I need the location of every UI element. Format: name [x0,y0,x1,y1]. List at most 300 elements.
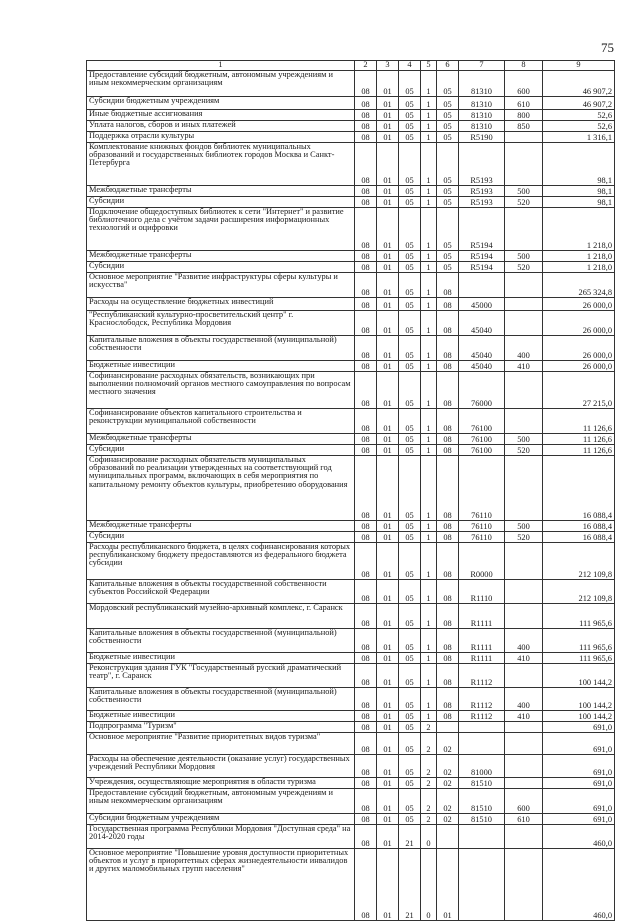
row-code-cell: 08 [355,456,377,521]
header-cell: 2 [355,61,377,71]
row-code-cell [505,273,543,298]
row-code-cell: 08 [355,143,377,186]
row-code-cell: 08 [355,849,377,921]
row-code-cell [505,372,543,409]
row-name-cell: Капитальные вложения в объекты государственной (муниципальной) собственности [87,336,355,361]
table-row [87,298,615,311]
table-row [87,629,615,653]
row-code-cell: 08 [355,311,377,336]
row-code-cell: 08 [355,778,377,789]
row-code-cell: 01 [377,521,399,532]
row-code-cell: 81000 [459,755,505,778]
row-code-cell: 2 [421,789,437,814]
row-code-cell: 1 [421,97,437,110]
row-code-cell: 600 [505,71,543,97]
row-code-cell: 05 [399,604,421,629]
row-code-cell: 76100 [459,445,505,456]
row-amount-cell: 98,1 [543,186,615,197]
row-code-cell: 05 [437,186,459,197]
row-code-cell: 05 [399,722,421,733]
row-code-cell: 05 [399,132,421,143]
row-code-cell: 1 [421,711,437,722]
row-amount-cell: 100 144,2 [543,664,615,688]
row-name-cell: "Республиканский культурно-просветительский центр" г. Краснослободск, Республика Мордовия [87,311,355,336]
row-code-cell: 08 [437,372,459,409]
table-row [87,273,615,298]
row-code-cell [505,733,543,755]
row-code-cell: 610 [505,814,543,825]
table-row [87,208,615,251]
table-row [87,711,615,722]
row-code-cell: 08 [355,629,377,653]
table-row [87,814,615,825]
row-name-cell: Межбюджетные трансферты [87,521,355,532]
row-code-cell: 500 [505,521,543,532]
row-code-cell: R1110 [459,580,505,604]
row-name-cell: Подключение общедоступных библиотек к сети "Интернет" и развитие библиотечного дела с учётом задачи расширения информационных технологий и оцифровки [87,208,355,251]
header-cell: 9 [543,61,615,71]
table-row [87,688,615,711]
row-amount-cell: 212 109,8 [543,543,615,580]
row-code-cell: 81510 [459,789,505,814]
table-row [87,532,615,543]
row-code-cell: 08 [355,653,377,664]
row-code-cell: 08 [355,262,377,273]
row-code-cell [437,825,459,849]
row-code-cell: 08 [437,336,459,361]
row-code-cell [505,664,543,688]
row-amount-cell: 16 088,4 [543,456,615,521]
row-amount-cell: 46 907,2 [543,97,615,110]
row-code-cell: 01 [377,711,399,722]
row-code-cell: 05 [437,132,459,143]
row-code-cell: 05 [399,121,421,132]
row-code-cell: 01 [377,110,399,121]
row-code-cell: 01 [377,825,399,849]
table-row [87,653,615,664]
row-amount-cell: 26 000,0 [543,311,615,336]
row-code-cell: 05 [399,580,421,604]
row-name-cell: Основное мероприятие "Повышение уровня доступности приоритетных объектов и услуг в приоритетных сферах жизнедеятельности инвалидов и других маломобильных групп населения" [87,849,355,921]
row-code-cell: 08 [355,755,377,778]
row-amount-cell: 52,6 [543,121,615,132]
row-code-cell [459,273,505,298]
row-amount-cell: 16 088,4 [543,532,615,543]
row-code-cell: 1 [421,197,437,208]
row-code-cell: 01 [377,445,399,456]
row-code-cell: 1 [421,604,437,629]
row-amount-cell: 1 218,0 [543,251,615,262]
row-code-cell: 05 [399,789,421,814]
row-code-cell: 1 [421,521,437,532]
row-code-cell: 08 [355,361,377,372]
row-code-cell [505,722,543,733]
row-code-cell: 08 [437,711,459,722]
table-row [87,456,615,521]
row-code-cell: 08 [355,273,377,298]
row-code-cell: 76000 [459,372,505,409]
row-code-cell: 2 [421,778,437,789]
row-amount-cell: 265 324,8 [543,273,615,298]
row-code-cell: R1112 [459,688,505,711]
table-row [87,262,615,273]
header-cell: 3 [377,61,399,71]
row-code-cell [505,298,543,311]
row-code-cell: 01 [377,722,399,733]
row-code-cell: 08 [355,543,377,580]
row-code-cell [505,580,543,604]
table-row [87,186,615,197]
row-code-cell: 05 [399,97,421,110]
row-code-cell: 08 [355,733,377,755]
row-name-cell: Бюджетные инвестиции [87,361,355,372]
row-code-cell: 1 [421,653,437,664]
row-code-cell: R1111 [459,653,505,664]
row-name-cell: Капитальные вложения в объекты государственной (муниципальной) собственности [87,629,355,653]
row-code-cell: R5194 [459,262,505,273]
row-amount-cell: 691,0 [543,778,615,789]
row-name-cell: Предоставление субсидий бюджетным, автономным учреждениям и иным некоммерческим организациям [87,71,355,97]
row-code-cell: 1 [421,121,437,132]
table-row [87,543,615,580]
row-amount-cell: 98,1 [543,197,615,208]
row-code-cell: 81310 [459,71,505,97]
row-code-cell: 1 [421,336,437,361]
row-name-cell: Основное мероприятие "Развитие приоритетных видов туризма" [87,733,355,755]
row-code-cell: 08 [355,251,377,262]
row-code-cell: 05 [399,409,421,434]
row-code-cell: 81510 [459,814,505,825]
header-cell: 4 [399,61,421,71]
row-code-cell: 01 [377,456,399,521]
row-amount-cell: 1 218,0 [543,208,615,251]
row-code-cell: 08 [355,71,377,97]
row-code-cell: 81510 [459,778,505,789]
row-code-cell: 08 [355,789,377,814]
row-code-cell: R5194 [459,208,505,251]
row-code-cell: 01 [377,121,399,132]
header-cell: 8 [505,61,543,71]
table-row [87,361,615,372]
row-amount-cell: 212 109,8 [543,580,615,604]
row-code-cell: 1 [421,372,437,409]
table-row [87,132,615,143]
row-code-cell: 08 [355,434,377,445]
table-row [87,722,615,733]
row-code-cell: 05 [399,110,421,121]
row-amount-cell: 11 126,6 [543,434,615,445]
row-code-cell: 1 [421,298,437,311]
row-code-cell: R5193 [459,143,505,186]
row-code-cell: 800 [505,110,543,121]
row-code-cell: 08 [355,336,377,361]
row-code-cell: 2 [421,814,437,825]
row-code-cell: 01 [377,251,399,262]
row-code-cell: 05 [399,532,421,543]
row-code-cell [459,849,505,921]
table-row [87,409,615,434]
row-code-cell: 1 [421,409,437,434]
row-code-cell [505,543,543,580]
row-code-cell: 400 [505,688,543,711]
row-name-cell: Бюджетные инвестиции [87,711,355,722]
row-code-cell: 02 [437,814,459,825]
row-code-cell: 08 [437,629,459,653]
row-code-cell: 76100 [459,434,505,445]
row-code-cell: 01 [377,97,399,110]
row-amount-cell: 460,0 [543,825,615,849]
row-code-cell: 410 [505,653,543,664]
row-code-cell: 08 [355,132,377,143]
row-code-cell: 0 [421,849,437,921]
row-name-cell: Межбюджетные трансферты [87,434,355,445]
table-row [87,121,615,132]
row-code-cell: 08 [355,445,377,456]
row-code-cell: 01 [377,409,399,434]
row-code-cell: 01 [377,664,399,688]
row-code-cell: 01 [377,71,399,97]
header-row [87,61,615,71]
row-code-cell: 01 [377,143,399,186]
row-code-cell: 08 [355,372,377,409]
row-code-cell: 08 [355,664,377,688]
row-code-cell: 01 [437,849,459,921]
row-code-cell: 08 [437,532,459,543]
row-code-cell: R1112 [459,664,505,688]
row-amount-cell: 460,0 [543,849,615,921]
row-code-cell: 1 [421,110,437,121]
table-row [87,778,615,789]
row-code-cell: 05 [437,208,459,251]
row-code-cell: 08 [355,604,377,629]
row-code-cell: 05 [399,273,421,298]
row-code-cell [505,456,543,521]
row-name-cell: Иные бюджетные ассигнования [87,110,355,121]
row-code-cell: 01 [377,778,399,789]
row-code-cell: R0000 [459,543,505,580]
row-code-cell: 01 [377,208,399,251]
header-cell: 7 [459,61,505,71]
row-amount-cell: 1 218,0 [543,262,615,273]
row-code-cell: 08 [355,409,377,434]
row-amount-cell: 1 316,1 [543,132,615,143]
row-name-cell: Межбюджетные трансферты [87,251,355,262]
row-name-cell: Субсидии бюджетным учреждениям [87,97,355,110]
row-code-cell: 05 [399,262,421,273]
row-name-cell: Софинансирование расходных обязательств муниципальных образований по реализации утвержденных на соответствующий год муниципальных программ, включающих в себя мероприятия по капитальному ремонту объектов культуры, приобретению оборудования [87,456,355,521]
row-code-cell: 520 [505,197,543,208]
row-code-cell: 08 [355,186,377,197]
row-code-cell: 1 [421,273,437,298]
table-body [87,71,615,921]
row-code-cell: 01 [377,311,399,336]
row-code-cell: 45000 [459,298,505,311]
row-code-cell: 02 [437,789,459,814]
row-code-cell: 05 [437,97,459,110]
table-row [87,825,615,849]
row-code-cell: R1112 [459,711,505,722]
row-code-cell: 01 [377,580,399,604]
row-code-cell [505,825,543,849]
row-code-cell: 05 [399,521,421,532]
row-code-cell: 08 [437,664,459,688]
row-code-cell: 05 [399,186,421,197]
row-code-cell [459,722,505,733]
row-name-cell: Реконструкция здания ГУК "Государственный русский драматический театр", г. Саранск [87,664,355,688]
row-code-cell: 05 [437,143,459,186]
row-code-cell: 1 [421,688,437,711]
row-amount-cell: 26 000,0 [543,298,615,311]
header-cell: 1 [87,61,355,71]
row-code-cell: 05 [437,110,459,121]
row-code-cell: 01 [377,298,399,311]
row-code-cell: 0 [421,825,437,849]
row-name-cell: Межбюджетные трансферты [87,186,355,197]
row-name-cell: Подпрограмма "Туризм" [87,722,355,733]
row-code-cell: 08 [437,434,459,445]
row-code-cell: 1 [421,543,437,580]
row-code-cell: 05 [437,262,459,273]
row-code-cell: R1111 [459,629,505,653]
row-code-cell: 08 [355,521,377,532]
row-code-cell: 08 [355,97,377,110]
row-code-cell [505,132,543,143]
row-code-cell: 08 [437,543,459,580]
row-code-cell: 21 [399,849,421,921]
row-code-cell: 81310 [459,97,505,110]
row-amount-cell: 100 144,2 [543,711,615,722]
row-amount-cell: 46 907,2 [543,71,615,97]
row-code-cell: 01 [377,132,399,143]
row-name-cell: Расходы на осуществление бюджетных инвестиций [87,298,355,311]
table-row [87,251,615,262]
row-amount-cell: 26 000,0 [543,361,615,372]
budget-table [86,60,615,921]
row-code-cell: 1 [421,71,437,97]
row-code-cell: 05 [437,251,459,262]
row-code-cell: 08 [355,110,377,121]
row-name-cell: Субсидии [87,445,355,456]
row-code-cell [459,733,505,755]
row-code-cell: 05 [399,445,421,456]
row-code-cell: 1 [421,262,437,273]
row-name-cell: Предоставление субсидий бюджетным, автономным учреждениям и иным некоммерческим организациям [87,789,355,814]
table-row [87,197,615,208]
row-code-cell: 01 [377,361,399,372]
table-header [87,61,615,71]
row-code-cell: 2 [421,733,437,755]
row-code-cell [505,208,543,251]
row-code-cell: 610 [505,97,543,110]
page-number: 75 [601,40,614,55]
row-code-cell: 1 [421,445,437,456]
row-code-cell: 02 [437,733,459,755]
table-row [87,434,615,445]
row-amount-cell: 691,0 [543,814,615,825]
row-amount-cell: 111 965,6 [543,604,615,629]
row-name-cell: Софинансирование объектов капитального строительства и реконструкции муниципальной собственности [87,409,355,434]
row-code-cell: 08 [437,445,459,456]
row-code-cell: 02 [437,755,459,778]
row-code-cell: 01 [377,336,399,361]
row-code-cell: 08 [355,298,377,311]
row-code-cell [505,849,543,921]
table-row [87,97,615,110]
row-code-cell: 1 [421,629,437,653]
row-code-cell: 1 [421,311,437,336]
row-code-cell: 21 [399,825,421,849]
row-amount-cell: 691,0 [543,722,615,733]
row-code-cell [505,409,543,434]
table-row [87,143,615,186]
row-code-cell [505,755,543,778]
row-code-cell: 76110 [459,456,505,521]
row-code-cell: 08 [355,580,377,604]
row-name-cell: Субсидии [87,197,355,208]
row-code-cell: 08 [437,688,459,711]
header-cell: 5 [421,61,437,71]
row-code-cell: 2 [421,755,437,778]
row-code-cell: 05 [399,143,421,186]
row-code-cell: 1 [421,208,437,251]
row-code-cell: 08 [355,688,377,711]
row-code-cell: R5194 [459,251,505,262]
row-code-cell: 08 [355,121,377,132]
row-amount-cell: 111 965,6 [543,629,615,653]
row-code-cell: 520 [505,532,543,543]
row-code-cell: 08 [355,532,377,543]
row-name-cell: Субсидии [87,532,355,543]
row-code-cell: 400 [505,336,543,361]
row-amount-cell: 98,1 [543,143,615,186]
row-code-cell: 01 [377,733,399,755]
table-row [87,580,615,604]
row-name-cell: Субсидии [87,262,355,273]
row-code-cell: 1 [421,186,437,197]
row-code-cell: 05 [399,778,421,789]
row-code-cell: 01 [377,789,399,814]
row-code-cell [505,604,543,629]
row-amount-cell: 16 088,4 [543,521,615,532]
row-code-cell: 05 [399,208,421,251]
row-code-cell: 410 [505,361,543,372]
row-code-cell: 08 [355,814,377,825]
row-code-cell: 01 [377,262,399,273]
row-name-cell: Поддержка отрасли культуры [87,132,355,143]
row-code-cell: 1 [421,664,437,688]
row-code-cell: 05 [399,71,421,97]
row-amount-cell: 52,6 [543,110,615,121]
row-code-cell: 01 [377,434,399,445]
row-code-cell: 81310 [459,121,505,132]
row-code-cell: 08 [355,711,377,722]
row-code-cell: 01 [377,814,399,825]
row-code-cell: 410 [505,711,543,722]
row-code-cell: 05 [437,121,459,132]
table-row [87,372,615,409]
row-code-cell: 1 [421,132,437,143]
row-code-cell: 08 [437,298,459,311]
row-code-cell: 08 [437,580,459,604]
row-name-cell: Государственная программа Республики Мордовия "Доступная среда" на 2014-2020 годы [87,825,355,849]
row-code-cell: 400 [505,629,543,653]
row-code-cell [505,143,543,186]
row-code-cell: 2 [421,722,437,733]
row-code-cell: 500 [505,186,543,197]
row-code-cell: 01 [377,186,399,197]
row-name-cell: Софинансирование расходных обязательств, возникающих при выполнении полномочий органов местного самоуправления по вопросам местного значения [87,372,355,409]
row-name-cell: Расходы республиканского бюджета, в целях софинансирования которых республиканскому бюджету предоставляются из федерального бюджета субсидии [87,543,355,580]
